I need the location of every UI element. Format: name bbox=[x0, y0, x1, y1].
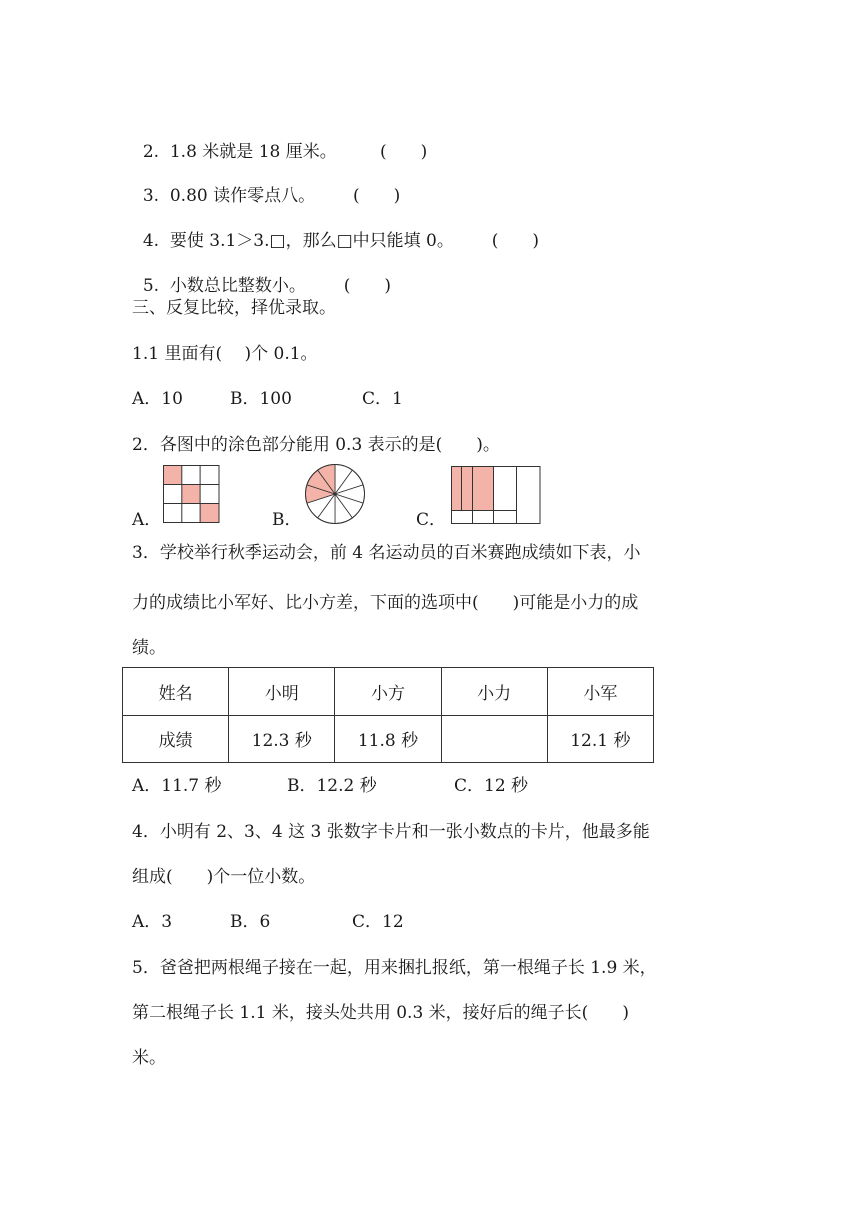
q2-option-a-label[interactable]: A． bbox=[132, 510, 162, 530]
answer-blank[interactable]: ( ) bbox=[352, 186, 401, 206]
judge-item-5 bbox=[132, 250, 391, 298]
shaded-cell bbox=[200, 504, 219, 523]
q4-option-a[interactable]: A．3 bbox=[132, 912, 173, 932]
item-number: 3. bbox=[142, 186, 160, 206]
section-title: 三、反复比较，择优录取。 bbox=[132, 298, 336, 318]
item-text: 小数总比整数小。 bbox=[169, 276, 306, 296]
q3-option-c[interactable]: C．12 秒 bbox=[454, 776, 529, 796]
item-number: 4. bbox=[142, 231, 160, 251]
answer-blank[interactable]: ( ) bbox=[379, 142, 428, 162]
question-5-line-1: 5．爸爸把两根绳子接在一起，用来捆扎报纸，第一根绳子长 1.9 米， bbox=[132, 958, 657, 978]
q3-option-b[interactable]: B．12.2 秒 bbox=[287, 776, 377, 796]
table-cell: 小明 bbox=[229, 668, 335, 716]
table-cell: 小力 bbox=[441, 668, 547, 716]
table-cell: 11.8 秒 bbox=[335, 715, 441, 763]
question-3-line-3: 绩。 bbox=[132, 638, 166, 658]
q2-option-b-label[interactable]: B． bbox=[272, 510, 302, 530]
question-5-line-2: 第二根绳子长 1.1 米，接头处共用 0.3 米，接好后的绳子长( ) bbox=[132, 1003, 629, 1023]
q4-option-c[interactable]: C．12 bbox=[352, 912, 404, 932]
q3-option-a[interactable]: A．11.7 秒 bbox=[132, 776, 222, 796]
question-3-line-1: 3．学校举行秋季运动会，前 4 名运动员的百米赛跑成绩如下表，小 bbox=[132, 543, 641, 563]
item-number: 2. bbox=[142, 142, 160, 162]
table-header-row bbox=[123, 668, 654, 716]
question-4-line-1: 4．小明有 2、3、4 这 3 张数字卡片和一张小数点的卡片，他最多能 bbox=[132, 822, 650, 842]
table-cell bbox=[441, 715, 547, 763]
judge-item-4 bbox=[132, 205, 539, 253]
table-cell: 12.3 秒 bbox=[229, 715, 335, 763]
question-1-text: 1.1 里面有( )个 0.1。 bbox=[132, 344, 318, 364]
judge-item-2 bbox=[132, 116, 427, 164]
table-cell: 小军 bbox=[547, 668, 653, 716]
q1-option-a[interactable]: A．10 bbox=[132, 389, 183, 409]
answer-blank[interactable]: ( ) bbox=[491, 231, 539, 251]
table-cell: 12.1 秒 bbox=[547, 715, 653, 763]
rect-figure-c[interactable] bbox=[451, 466, 541, 524]
table-cell: 姓名 bbox=[123, 668, 229, 716]
grid-figure-a[interactable] bbox=[163, 465, 220, 523]
shaded-cell bbox=[164, 466, 182, 485]
table-cell: 小方 bbox=[335, 668, 441, 716]
q1-option-b[interactable]: B．100 bbox=[230, 389, 292, 409]
question-2-text: 2．各图中的涂色部分能用 0.3 表示的是( )。 bbox=[132, 435, 500, 455]
question-5-line-3: 米。 bbox=[132, 1048, 166, 1068]
table-cell: 成绩 bbox=[123, 715, 229, 763]
scores-table bbox=[122, 667, 654, 763]
circle-figure-b[interactable] bbox=[304, 463, 366, 525]
answer-blank[interactable]: ( ) bbox=[343, 276, 391, 296]
item-text: 1.8 米就是 18 厘米。 bbox=[169, 142, 337, 162]
item-number: 5. bbox=[142, 276, 160, 296]
q4-option-b[interactable]: B．6 bbox=[230, 912, 271, 932]
q1-option-c[interactable]: C．1 bbox=[362, 389, 403, 409]
question-3-line-2: 力的成绩比小军好、比小方差，下面的选项中( )可能是小力的成 bbox=[132, 593, 639, 613]
item-text: 0.80 读作零点八。 bbox=[169, 186, 316, 206]
shaded-cell bbox=[182, 485, 200, 504]
q2-option-c-label[interactable]: C． bbox=[416, 510, 447, 530]
table-row bbox=[123, 715, 654, 763]
item-text: 要使 3.1＞3.□，那么□中只能填 0。 bbox=[169, 231, 454, 251]
judge-item-3 bbox=[132, 160, 400, 208]
question-4-line-2: 组成( )个一位小数。 bbox=[132, 867, 316, 887]
